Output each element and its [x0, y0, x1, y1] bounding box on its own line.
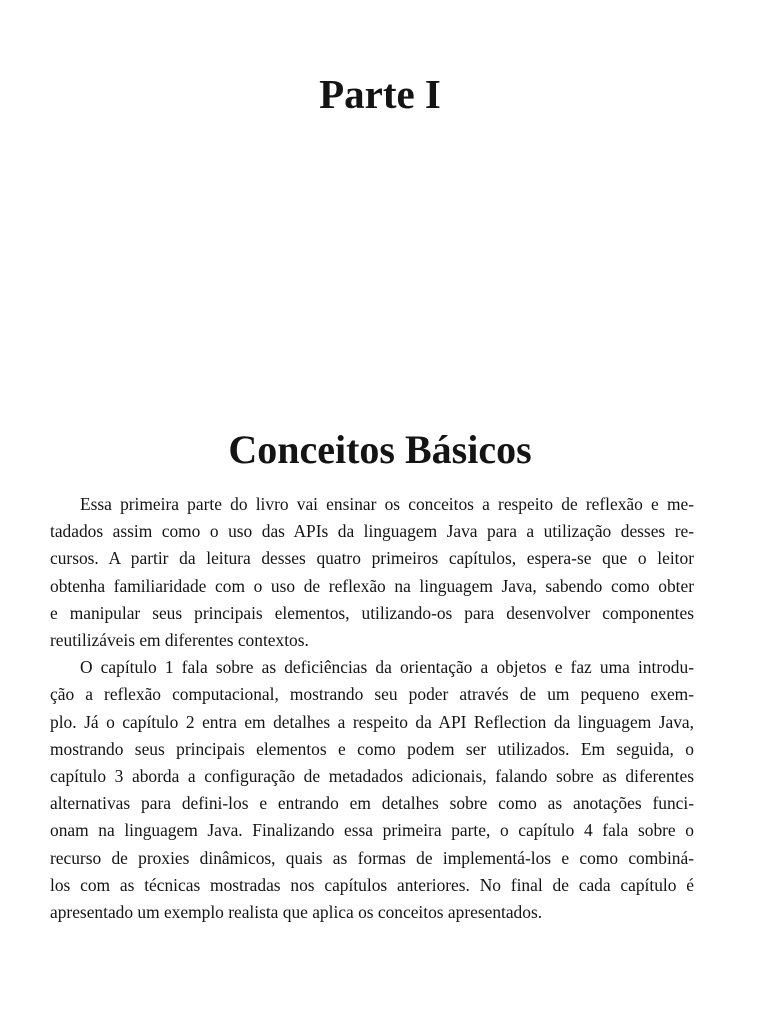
part-title: Parte I: [319, 71, 441, 117]
paragraph-line: e manipular seus principais elementos, utilizando-os para desenvolver componentes: [50, 602, 694, 623]
paragraph-line: plo. Já o capítulo 2 entra em detalhes a respeito da API Reflection da linguagem Java,: [50, 711, 694, 732]
paragraph-line: los com as técnicas mostradas nos capítulos anteriores. No final de cada capítulo é: [50, 874, 694, 895]
paragraph-2: [50, 654, 694, 926]
paragraph-line: obtenha familiaridade com o uso de reflexão na linguagem Java, sabendo como obter: [50, 575, 694, 596]
paragraph-line: reutilizáveis em diferentes contextos.: [50, 630, 309, 651]
paragraph-line: Essa primeira parte do livro vai ensinar os conceitos a respeito de reflexão e me-: [80, 494, 694, 514]
paragraph-line: onam na linguagem Java. Finalizando essa primeira parte, o capítulo 4 fala sobre o: [50, 820, 694, 841]
paragraph-line: mostrando seus principais elementos e como podem ser utilizados. Em seguida, o: [50, 738, 694, 759]
paragraph-line: capítulo 3 aborda a configuração de metadados adicionais, falando sobre as diferentes: [50, 766, 694, 787]
paragraph-line: ção a reflexão computacional, mostrando seu poder através de um pequeno exem-: [50, 684, 694, 705]
paragraph-line: cursos. A partir da leitura desses quatro primeiros capítulos, espera-se que o leitor: [50, 548, 694, 569]
paragraph-1: [50, 491, 694, 654]
chapter-title: Conceitos Básicos: [228, 427, 532, 472]
body-text: [50, 491, 694, 926]
paragraph-line: O capítulo 1 fala sobre as deficiências da orientação a objetos e faz uma introdu-: [80, 657, 694, 678]
paragraph-line: tadados assim como o uso das APIs da linguagem Java para a utilização desses re-: [50, 521, 694, 542]
paragraph-line: alternativas para defini-los e entrando em detalhes sobre como as anotações funci-: [50, 793, 694, 814]
paragraph-line: apresentado um exemplo realista que aplica os conceitos apresentados.: [50, 902, 543, 923]
paragraph-line: recurso de proxies dinâmicos, quais as formas de implementá-los e como combiná-: [50, 847, 694, 868]
